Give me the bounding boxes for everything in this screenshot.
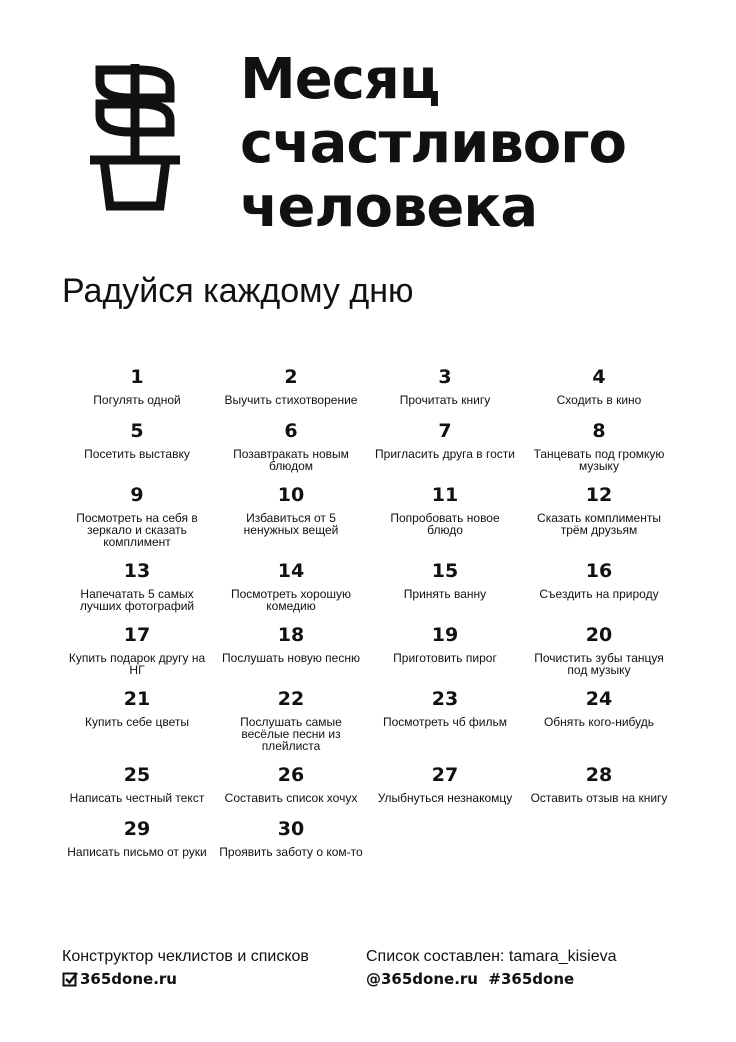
- day-task: Танцевать под громкую музыку: [533, 447, 665, 473]
- day-task: Проявить заботу о ком-то: [219, 845, 363, 859]
- day-item: [214, 818, 368, 878]
- day-item: [60, 560, 214, 624]
- day-number: 1: [130, 366, 144, 388]
- day-item: [368, 420, 522, 484]
- footer-caption: Конструктор чеклистов и списков: [62, 948, 309, 965]
- day-item: [214, 366, 368, 420]
- day-number: 19: [431, 624, 459, 646]
- day-task: Оставить отзыв на книгу: [530, 791, 668, 805]
- hashtags: @365done.ru #365done: [366, 970, 575, 988]
- day-item: [60, 818, 214, 878]
- day-number: 4: [592, 366, 606, 388]
- day-number: 30: [277, 818, 305, 840]
- day-number: 29: [123, 818, 151, 840]
- day-item: [522, 764, 676, 818]
- day-number: 6: [284, 420, 298, 442]
- day-task: Сказать комплименты трём друзьям: [537, 511, 661, 537]
- day-item: [522, 484, 676, 560]
- day-number: 25: [123, 764, 151, 786]
- day-item: [60, 688, 214, 764]
- day-number: 9: [130, 484, 144, 506]
- day-number: 18: [277, 624, 305, 646]
- day-task: Выучить стихотворение: [224, 393, 358, 407]
- day-task: Почистить зубы танцуя под музыку: [534, 651, 664, 677]
- day-number: 26: [277, 764, 305, 786]
- day-task: Посмотреть чб фильм: [382, 715, 508, 729]
- title-line: счастливого: [240, 111, 626, 176]
- day-number: 16: [585, 560, 613, 582]
- day-task: Послушать самые весёлые песни из плейлиста: [240, 715, 342, 753]
- checkbox-icon: [62, 971, 78, 987]
- day-task: Обнять кого-нибудь: [543, 715, 655, 729]
- day-item: [60, 366, 214, 420]
- day-item: [214, 484, 368, 560]
- day-item: [368, 688, 522, 764]
- title-line: человека: [240, 175, 538, 240]
- day-number: 24: [585, 688, 613, 710]
- day-item: [214, 560, 368, 624]
- day-number: 8: [592, 420, 606, 442]
- day-task: Погулять одной: [93, 393, 181, 407]
- day-item: [214, 764, 368, 818]
- footer-left: [62, 946, 309, 990]
- day-task: Избавиться от 5 ненужных вещей: [243, 511, 339, 537]
- day-task: Напечатать 5 самых лучших фотографий: [79, 587, 195, 613]
- day-item: [368, 624, 522, 688]
- day-task: Купить себе цветы: [84, 715, 190, 729]
- day-task: Улыбнуться незнакомцу: [377, 791, 513, 805]
- day-number: 20: [585, 624, 613, 646]
- day-task: Написать честный текст: [69, 791, 205, 805]
- brand-link[interactable]: [62, 968, 309, 990]
- day-number: 7: [438, 420, 452, 442]
- day-item: [368, 366, 522, 420]
- day-task: Купить подарок другу на НГ: [68, 651, 206, 677]
- day-number: 3: [438, 366, 452, 388]
- day-item: [60, 420, 214, 484]
- day-number: 14: [277, 560, 305, 582]
- day-number: 17: [123, 624, 151, 646]
- day-item: [368, 560, 522, 624]
- day-task: Прочитать книгу: [399, 393, 491, 407]
- day-number: 13: [123, 560, 151, 582]
- day-task: Пригласить друга в гости: [375, 447, 515, 461]
- day-task: Написать письмо от руки: [67, 845, 207, 859]
- footer-right: [366, 946, 617, 990]
- plant-pot-icon: [90, 58, 180, 213]
- author-credit: Список составлен: tamara_kisieva: [366, 948, 617, 965]
- day-number: 23: [431, 688, 459, 710]
- day-number: 22: [277, 688, 305, 710]
- day-task: Послушать новую песню: [222, 651, 360, 665]
- day-item: [368, 484, 522, 560]
- day-item: [60, 764, 214, 818]
- day-item: [368, 764, 522, 818]
- day-item: [522, 624, 676, 688]
- day-grid: [60, 366, 676, 878]
- day-item: [214, 624, 368, 688]
- day-task: Посетить выставку: [84, 447, 190, 461]
- day-item: [214, 420, 368, 484]
- day-task: Сходить в кино: [556, 393, 642, 407]
- day-number: 15: [431, 560, 459, 582]
- day-task: Съездить на природу: [539, 587, 659, 601]
- day-number: 12: [585, 484, 613, 506]
- subtitle: Радуйся каждому дню: [62, 272, 414, 310]
- day-item: [214, 688, 368, 764]
- day-number: 28: [585, 764, 613, 786]
- day-task: Составить список хочух: [224, 791, 358, 805]
- day-task: Принять ванну: [403, 587, 487, 601]
- day-number: 10: [277, 484, 305, 506]
- day-task: Позавтракать новым блюдом: [233, 447, 349, 473]
- day-item: [522, 560, 676, 624]
- page-title: [240, 48, 626, 240]
- day-task: Попробовать новое блюдо: [390, 511, 500, 537]
- brand-name[interactable]: 365done.ru: [80, 970, 177, 988]
- day-number: 21: [123, 688, 151, 710]
- title-line: Месяц: [240, 47, 440, 112]
- day-task: Приготовить пирог: [393, 651, 497, 665]
- day-number: 5: [130, 420, 144, 442]
- day-item: [522, 420, 676, 484]
- day-item: [60, 484, 214, 560]
- day-item: [522, 366, 676, 420]
- day-item: [522, 688, 676, 764]
- day-item: [60, 624, 214, 688]
- day-task: Посмотреть на себя в зеркало и сказать комплимент: [76, 511, 198, 549]
- day-number: 2: [284, 366, 298, 388]
- day-task: Посмотреть хорошую комедию: [231, 587, 351, 613]
- day-number: 27: [431, 764, 459, 786]
- day-number: 11: [431, 484, 459, 506]
